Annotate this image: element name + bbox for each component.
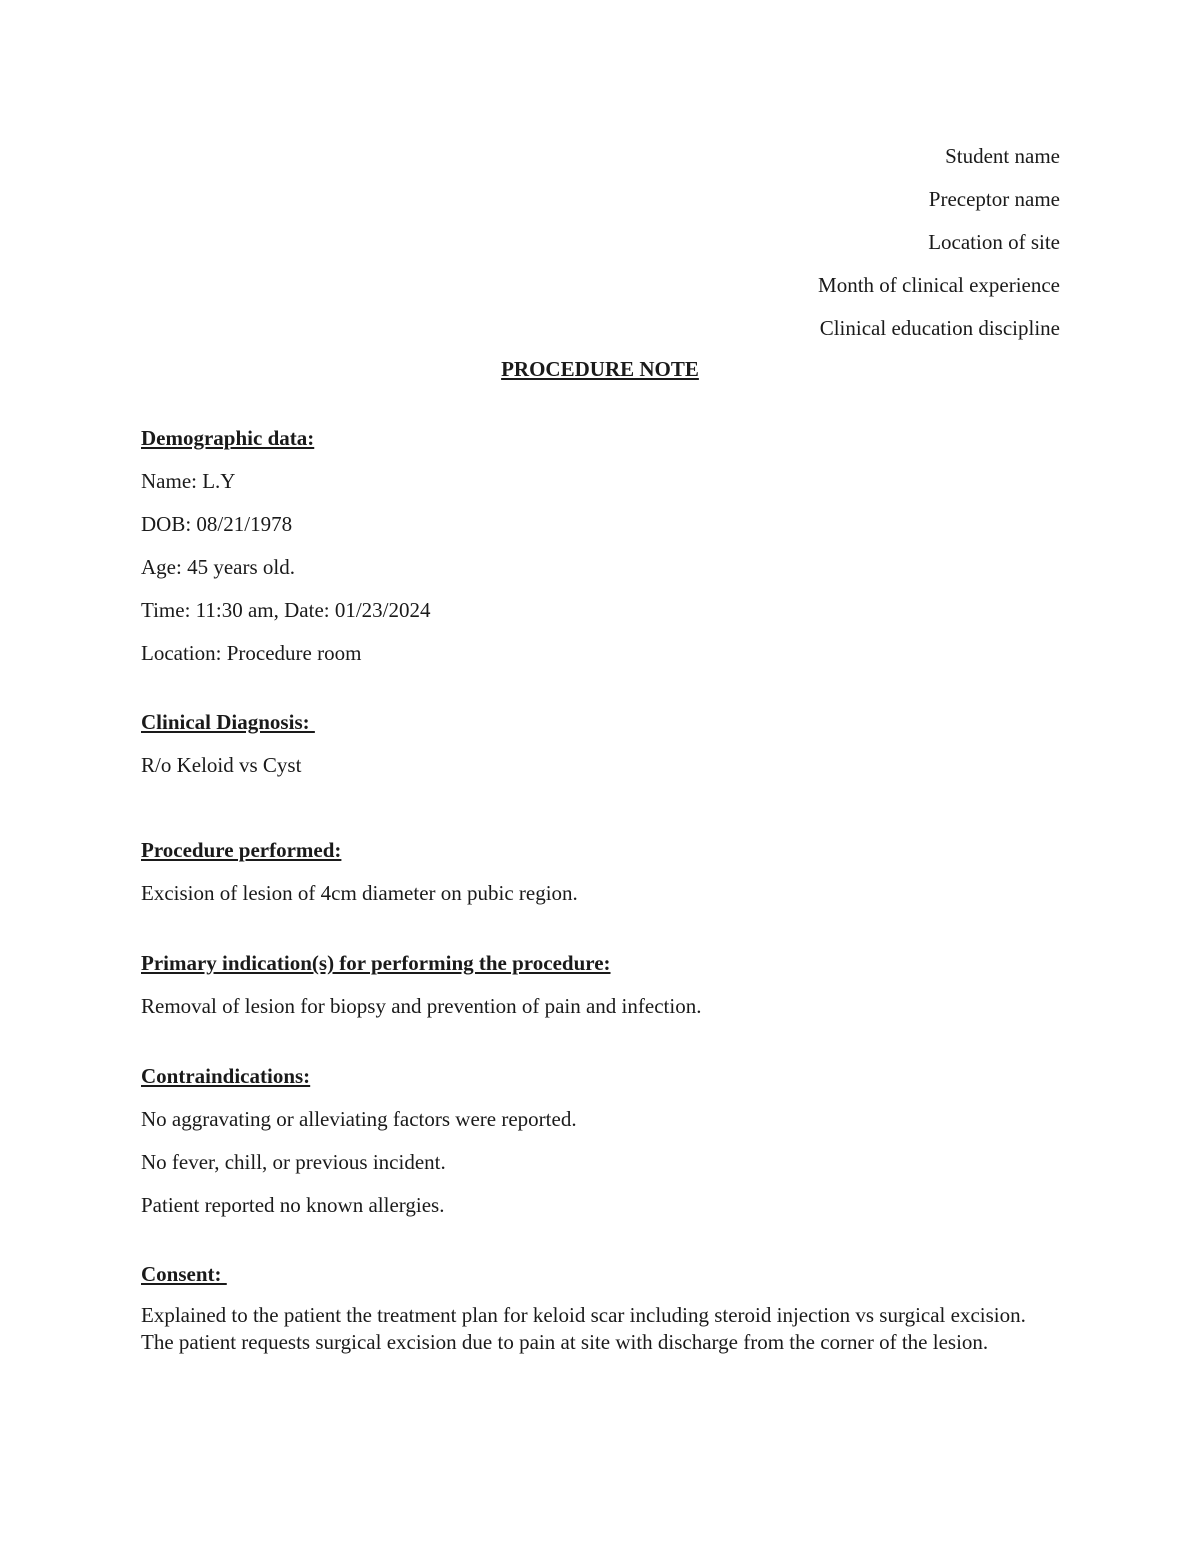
procedure-location: Location: Procedure room: [141, 641, 362, 665]
student-name: Student name: [945, 144, 1060, 168]
preceptor-name: Preceptor name: [928, 187, 1060, 211]
patient-name: Name: L.Y: [141, 469, 236, 493]
procedure-time-date: Time: 11:30 am, Date: 01/23/2024: [141, 598, 431, 622]
section-heading-contraindications: Contraindications:: [141, 1064, 311, 1088]
month-of-clinical-experience: Month of clinical experience: [818, 273, 1060, 297]
section-heading-procedure: Procedure performed:: [141, 838, 342, 862]
contraindication-line: Patient reported no known allergies.: [141, 1193, 445, 1217]
document-title: PROCEDURE NOTE: [501, 357, 699, 381]
diagnosis-text: R/o Keloid vs Cyst: [141, 753, 302, 777]
consent-text: Explained to the patient the treatment plan for keloid scar including steroid injection vs surgical excision. The patient requests surgical excision due to pain at site with discharge from the corner of the lesion.: [141, 1303, 1026, 1354]
section-heading-consent: Consent:: [141, 1262, 227, 1286]
contraindication-line: No fever, chill, or previous incident.: [141, 1150, 446, 1174]
header-info-block: [818, 141, 1060, 356]
procedure-text: Excision of lesion of 4cm diameter on pubic region.: [141, 881, 578, 905]
location-of-site: Location of site: [928, 230, 1060, 254]
patient-dob: DOB: 08/21/1978: [141, 512, 293, 536]
section-heading-diagnosis: Clinical Diagnosis:: [141, 710, 315, 734]
indications-text: Removal of lesion for biopsy and prevention of pain and infection.: [141, 994, 702, 1018]
section-consent: [141, 1259, 1061, 1356]
section-heading-indications: Primary indication(s) for performing the procedure:: [141, 951, 611, 975]
section-contraindications: [141, 1061, 1061, 1233]
section-indications: [141, 948, 1061, 1034]
section-demographic: [141, 423, 1061, 681]
section-heading-demographic: Demographic data:: [141, 426, 315, 450]
section-diagnosis: [141, 707, 1061, 793]
contraindication-line: No aggravating or alleviating factors were reported.: [141, 1107, 577, 1131]
clinical-education-discipline: Clinical education discipline: [819, 316, 1060, 340]
patient-age: Age: 45 years old.: [141, 555, 295, 579]
section-procedure: [141, 835, 1061, 921]
